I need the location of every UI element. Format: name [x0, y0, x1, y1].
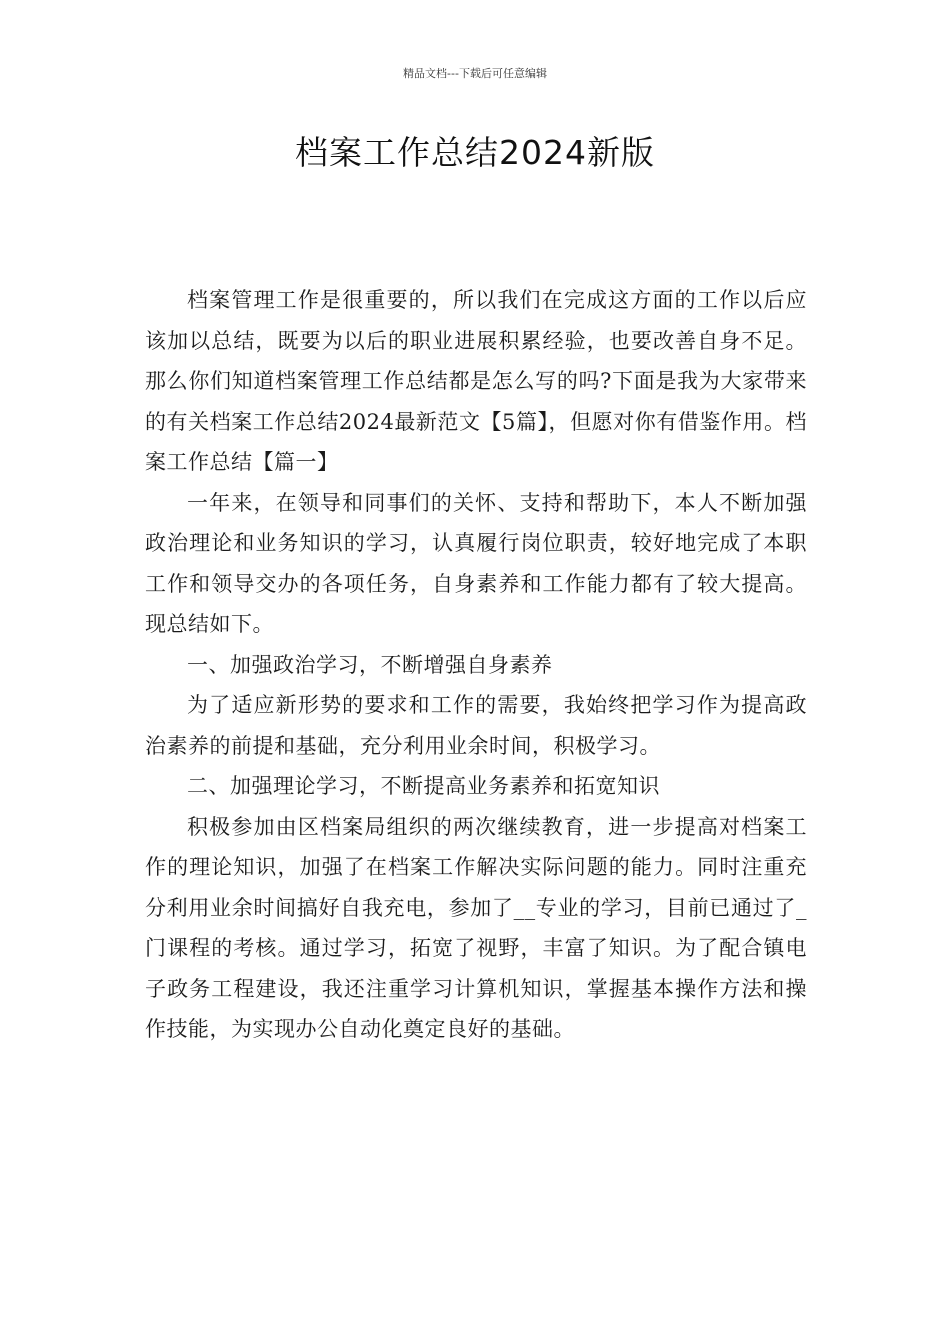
document-title: 档案工作总结2024新版 — [295, 133, 655, 172]
section-heading-2: 二、加强理论学习，不断提高业务素养和拓宽知识 — [187, 774, 660, 798]
header-note: 精品文档---下载后可任意编辑 — [403, 67, 547, 80]
paragraph-section-1: 为了适应新形势的要求和工作的需要，我始终把学习作为提高政治素养的前提和基础，充分利用业余时间，积极学习。 — [145, 693, 807, 758]
section-heading-1: 一、加强政治学习，不断增强自身素养 — [187, 652, 553, 677]
paragraph-overview: 一年来，在领导和同事们的关怀、支持和帮助下，本人不断加强政治理论和业务知识的学习，认真履行岗位职责，较好地完成了本职工作和领导交办的各项任务，自身素养和工作能力都有了较大提高。现总结如下。 — [145, 490, 807, 636]
paragraph-section-2: 积极参加由区档案局组织的两次继续教育，进一步提高对档案工作的理论知识，加强了在档案工作解决实际问题的能力。同时注重充分利用业余时间搞好自我充电，参加了__专业的学习，目前已通过了_门课程的考核。通过学习，拓宽了视野，丰富了知识。为了配合镇电子政务工程建设，我还注重学习计算机知识，掌握基本操作方法和操作技能，为实现办公自动化奠定良好的基础。 — [145, 814, 807, 1041]
document-body — [145, 280, 807, 1050]
paragraph-intro: 档案管理工作是很重要的，所以我们在完成这方面的工作以后应该加以总结，既要为以后的职业进展积累经验，也要改善自身不足。那么你们知道档案管理工作总结都是怎么写的吗?下面是我为大家带来的有关档案工作总结2024最新范文【5篇】，但愿对你有借鉴作用。档案工作总结【篇一】 — [145, 288, 807, 474]
